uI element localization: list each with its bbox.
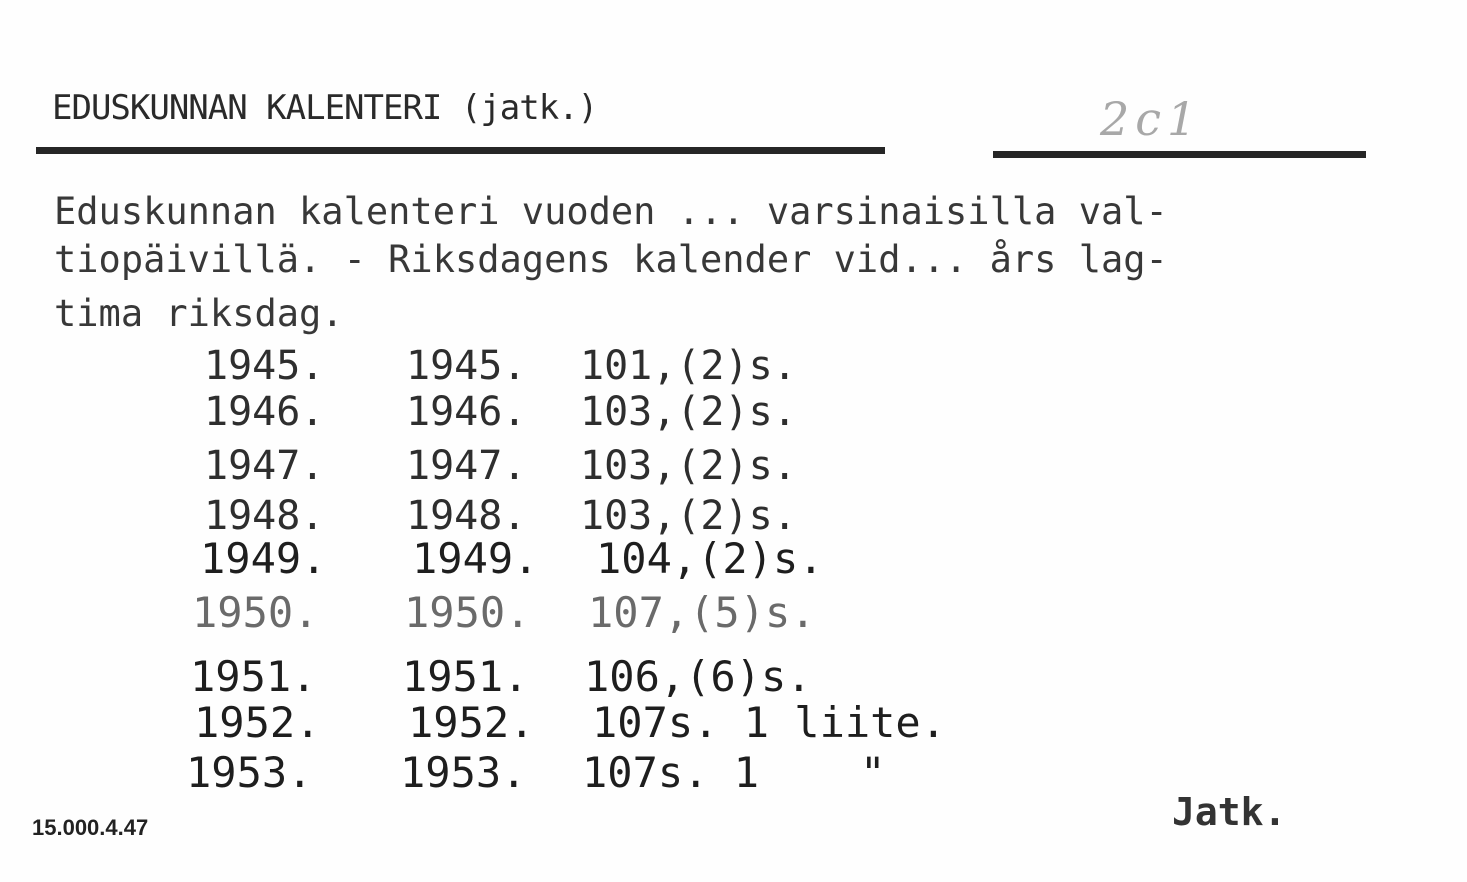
holding-year-sv: 1952. — [408, 698, 535, 747]
holding-year: 1948. — [204, 493, 325, 539]
holding-year: 1950. — [192, 588, 319, 637]
holding-pages: 101,(2)s. — [580, 343, 797, 389]
holding-year-sv: 1948. — [406, 493, 527, 539]
description-line: tiopäivillä. - Riksdagens kalender vid... års lag- — [54, 238, 1168, 281]
holding-year-sv: 1949. — [412, 534, 539, 583]
print-code: 15.000.4.47 — [32, 815, 149, 840]
holding-year: 1945. — [204, 343, 325, 389]
classmark: 2c1 — [1100, 92, 1203, 146]
holding-year: 1949. — [200, 534, 327, 583]
holding-pages: 107,(5)s. — [588, 588, 816, 637]
holding-pages: 104,(2)s. — [596, 534, 824, 583]
holding-pages: 103,(2)s. — [580, 493, 797, 539]
holding-year-sv: 1947. — [406, 443, 527, 489]
holding-year-sv: 1953. — [400, 748, 527, 797]
heading-rule-left — [36, 147, 885, 154]
holding-year: 1947. — [204, 443, 325, 489]
holding-year-sv: 1950. — [404, 588, 531, 637]
holding-year-sv: 1946. — [406, 389, 527, 435]
holding-pages: 103,(2)s. — [580, 443, 797, 489]
holding-year: 1953. — [186, 748, 313, 797]
holding-pages: 103,(2)s. — [580, 389, 797, 435]
holding-pages: 106,(6)s. — [584, 652, 812, 701]
card-heading: EDUSKUNNAN KALENTERI (jatk.) — [52, 88, 598, 128]
description-line: Eduskunnan kalenteri vuoden ... varsinaisilla val- — [54, 190, 1168, 233]
holding-pages: 107s. 1 liite. — [592, 698, 947, 747]
holding-year-sv: 1945. — [406, 343, 527, 389]
heading-rule-right — [993, 151, 1366, 158]
holding-pages: 107s. 1 " — [582, 748, 886, 797]
continued-label: Jatk. — [1172, 790, 1287, 834]
holding-year: 1952. — [194, 698, 321, 747]
description-line: tima riksdag. — [54, 292, 344, 335]
holding-year-sv: 1951. — [402, 652, 529, 701]
holding-year: 1946. — [204, 389, 325, 435]
holding-year: 1951. — [190, 652, 317, 701]
